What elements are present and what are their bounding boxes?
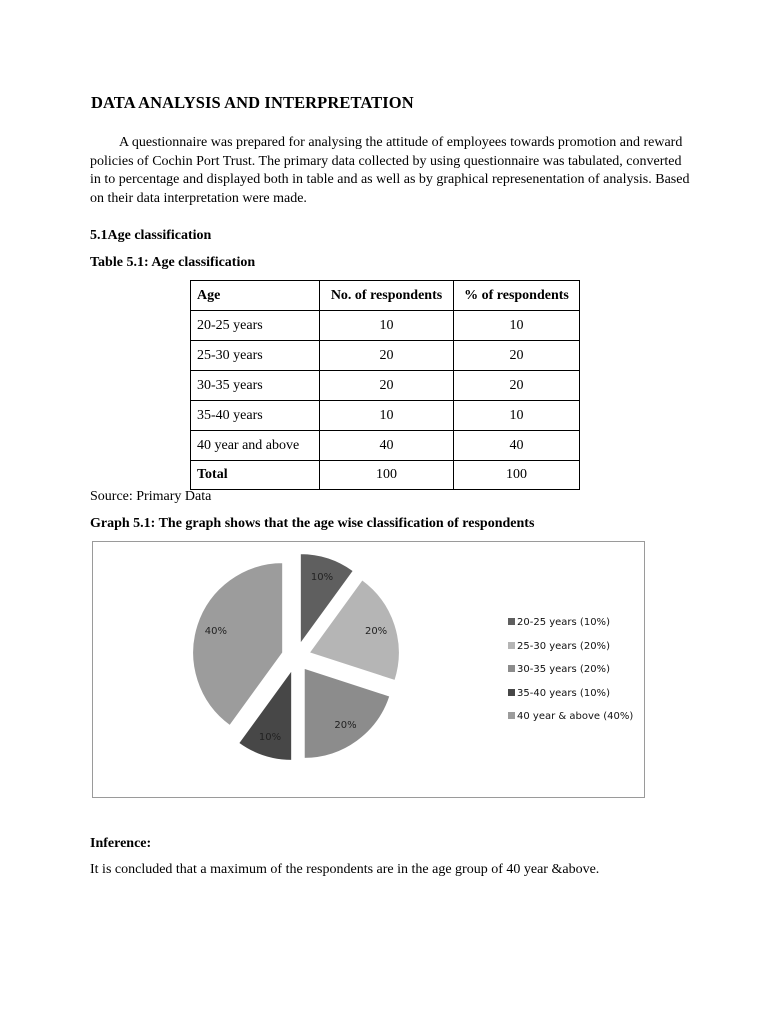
cell-age: 35-40 years [191, 401, 320, 431]
legend-swatch [508, 642, 515, 649]
table-total-row [191, 461, 580, 490]
table-caption: Table 5.1: Age classification [90, 255, 256, 270]
cell-count: 10 [320, 311, 454, 341]
legend-swatch [508, 618, 515, 625]
table-row [191, 401, 580, 431]
legend-item [508, 688, 610, 699]
cell-age: 25-30 years [191, 341, 320, 371]
header-percent: % of respondents [454, 281, 580, 311]
legend-swatch [508, 712, 515, 719]
cell-age: 30-35 years [191, 371, 320, 401]
cell-percent: 20 [454, 371, 580, 401]
source-note: Source: Primary Data [90, 489, 212, 504]
legend-swatch [508, 665, 515, 672]
cell-percent: 20 [454, 341, 580, 371]
age-table [190, 280, 580, 490]
cell-age: 40 year and above [191, 431, 320, 461]
cell-total-count: 100 [320, 461, 454, 490]
legend-swatch [508, 689, 515, 696]
cell-count: 10 [320, 401, 454, 431]
table-row [191, 341, 580, 371]
table-row [191, 311, 580, 341]
pie-slice-label: 10% [310, 571, 334, 583]
cell-count: 40 [320, 431, 454, 461]
page-title: DATA ANALYSIS AND INTERPRETATION [91, 93, 414, 112]
table-row [191, 431, 580, 461]
legend-item [508, 617, 610, 628]
cell-age: 20-25 years [191, 311, 320, 341]
legend-item [508, 664, 610, 675]
cell-total-percent: 100 [454, 461, 580, 490]
pie-slice-label: 40% [204, 625, 228, 637]
inference-heading: Inference: [90, 836, 152, 851]
table-header-row [191, 281, 580, 311]
legend-label: 35-40 years (10%) [517, 687, 610, 699]
cell-count: 20 [320, 341, 454, 371]
pie-chart [92, 541, 645, 798]
pie-slice [304, 668, 390, 758]
cell-count: 20 [320, 371, 454, 401]
section-heading: 5.1Age classification [90, 228, 212, 243]
table-row [191, 371, 580, 401]
legend-label: 40 year & above (40%) [517, 711, 634, 722]
intro-paragraph: A questionnaire was prepared for analysing the attitude of employees towards promotion and reward policies of Cochin Port Trust. The primary data collected by using questionnaire was tabulated, converted in to percentage and displayed both in table and as well as by graphical represenentation of analysis. Based on their data interpretation were made. [90, 135, 690, 206]
legend-item [508, 641, 610, 652]
pie-slice-label: 20% [364, 625, 388, 637]
cell-percent: 10 [454, 401, 580, 431]
header-respondents: No. of respondents [320, 281, 454, 311]
cell-percent: 40 [454, 431, 580, 461]
legend-item [508, 711, 633, 722]
inference-text: It is concluded that a maximum of the respondents are in the age group of 40 year &above. [90, 862, 600, 877]
cell-percent: 10 [454, 311, 580, 341]
pie-slice-label: 10% [258, 732, 282, 744]
legend-label: 25-30 years (20%) [517, 640, 610, 652]
cell-total-label: Total [191, 461, 320, 490]
header-age: Age [191, 281, 320, 311]
legend-label: 20-25 years (10%) [517, 617, 610, 628]
pie-slice-label: 20% [334, 720, 357, 732]
graph-caption: Graph 5.1: The graph shows that the age wise classification of respondents [90, 516, 535, 531]
legend-label: 30-35 years (20%) [517, 664, 610, 675]
